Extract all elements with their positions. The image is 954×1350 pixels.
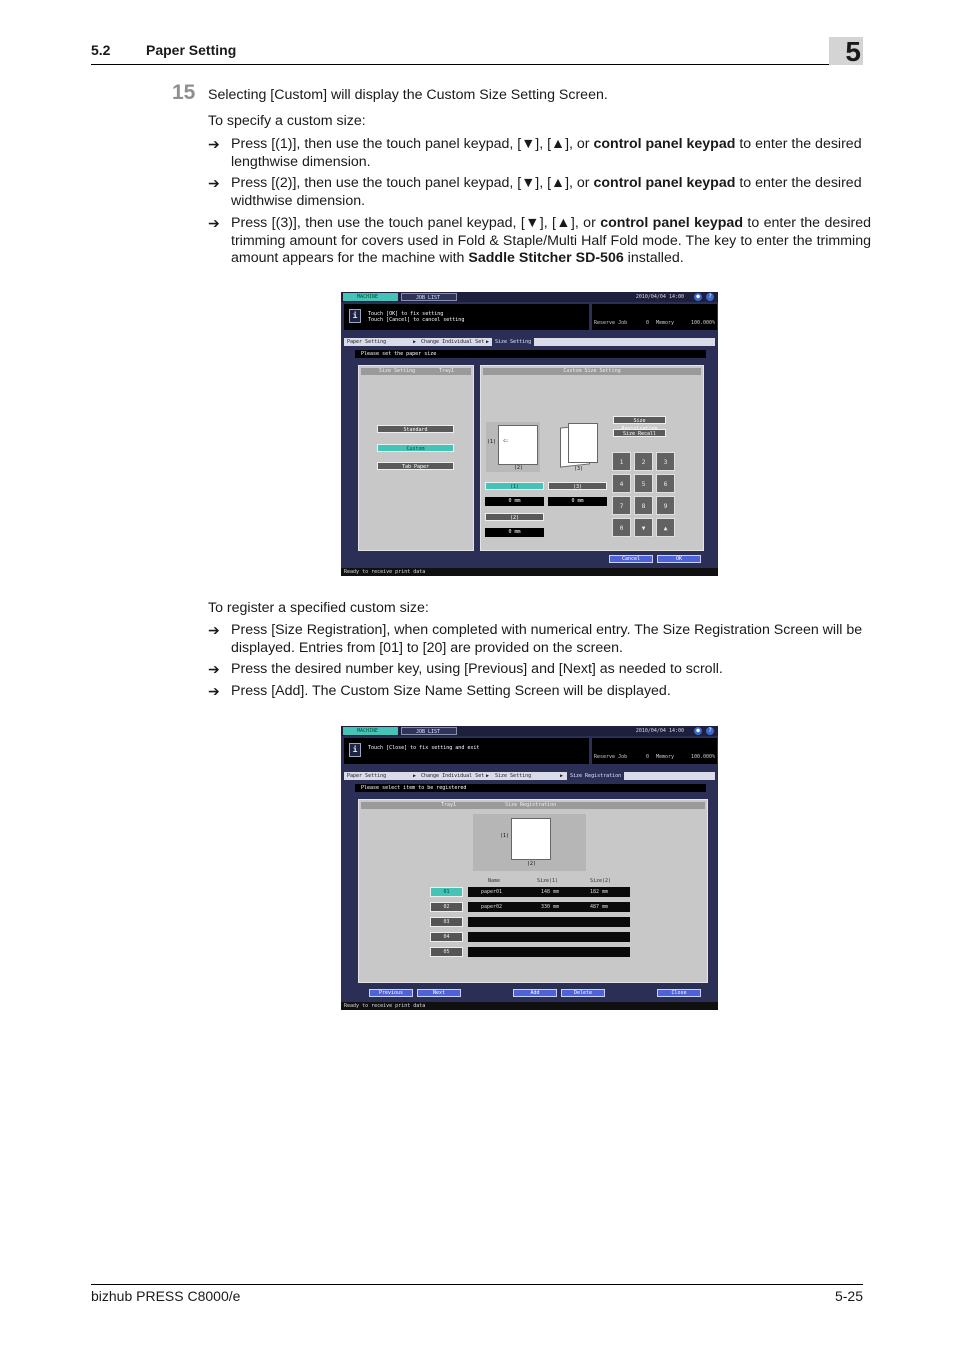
reserve-label: Reserve Job <box>594 320 628 326</box>
table-row <box>468 887 630 897</box>
feed-arrow-icon: ⇐ <box>503 436 509 446</box>
memory-value: 100.000% <box>691 754 716 760</box>
bullet-text: Press [(3)], then use the touch panel keypad, [▼], [▲], or <box>231 215 601 231</box>
column-size-1: Size(1) <box>537 878 559 884</box>
key-9[interactable]: 9 <box>656 496 675 515</box>
key-2[interactable]: 2 <box>634 452 653 471</box>
dimension-1-button[interactable]: (1) <box>485 482 544 490</box>
crumb-size-registration: Size Registration <box>567 772 624 780</box>
add-button[interactable]: Add <box>513 989 557 997</box>
table-row <box>468 932 630 942</box>
entry-button-05[interactable]: 05 <box>430 947 463 957</box>
row-name: paper01 <box>481 889 503 895</box>
dimension-1-field: 0 mm <box>485 497 544 506</box>
crumb-arrow-icon: ▶ <box>413 339 417 345</box>
datetime: 2010/04/04 14:00 <box>635 728 684 734</box>
size-diagram <box>486 422 540 472</box>
table-row <box>468 947 630 957</box>
crumb-arrow-icon: ▶ <box>486 339 490 345</box>
panel-header <box>361 802 705 809</box>
size-setting-panel <box>358 365 474 551</box>
crumb-arrow-icon: ▶ <box>413 773 417 779</box>
bullet-bold: Saddle Stitcher SD-506 <box>468 250 624 267</box>
register-intro: To register a specified custom size: <box>208 600 429 616</box>
dimension-label-2: (2) <box>514 465 524 471</box>
guide-message: Please select item to be registered <box>355 784 706 792</box>
key-8[interactable]: 8 <box>634 496 653 515</box>
crumb-arrow-icon: ▶ <box>560 773 564 779</box>
message-line-1: Touch [Close] to fix setting and exit <box>368 745 480 751</box>
message-line-1: Touch [OK] to fix setting <box>368 311 444 317</box>
memory-label: Memory <box>656 320 675 326</box>
dimension-label-2: (2) <box>527 861 537 867</box>
status-box <box>592 738 717 764</box>
arrow-icon: ➔ <box>208 136 220 152</box>
step-number: 15 <box>172 81 196 104</box>
tab-machine[interactable]: MACHINE <box>343 293 398 301</box>
crumb-paper-setting[interactable]: Paper Setting <box>347 773 387 779</box>
crumb-size-setting: Size Setting <box>492 338 534 346</box>
header-rule <box>91 64 863 65</box>
datetime: 2010/04/04 14:00 <box>635 294 684 300</box>
key-7[interactable]: 7 <box>612 496 631 515</box>
bullet-text: Press [(2)], then use the touch panel keypad, [▼], [▲], or <box>231 175 594 191</box>
column-size-2: Size(2) <box>590 878 612 884</box>
tab-job-list[interactable]: JOB LIST <box>401 293 457 301</box>
entry-button-03[interactable]: 03 <box>430 917 463 927</box>
key-6[interactable]: 6 <box>656 474 675 493</box>
custom-panel-header: Custom Size Setting <box>483 368 701 375</box>
dimension-2-button[interactable]: (2) <box>485 513 544 521</box>
breadcrumb <box>344 772 715 780</box>
guidance-icon[interactable]: ● <box>694 727 702 735</box>
arrow-icon: ➔ <box>208 175 220 191</box>
specify-intro: To specify a custom size: <box>208 113 366 129</box>
register-bullet-3: Press [Add]. The Custom Size Name Setting Screen will be displayed. <box>231 683 671 699</box>
register-bullet-2: Press the desired number key, using [Previous] and [Next] as needed to scroll. <box>231 661 723 677</box>
arrow-icon: ➔ <box>208 622 220 638</box>
delete-button[interactable]: Delete <box>561 989 605 997</box>
size-diagram <box>473 814 586 871</box>
bullet-text: to enter the desired trimming amount for covers used in Fold & Staple/Multi Half Fold mode. The key to enter the trimming amount appears for the machine with <box>231 215 871 267</box>
tab-paper-button[interactable]: Tab Paper <box>377 462 454 470</box>
booklet-page-icon <box>568 423 598 463</box>
table-row <box>468 917 630 927</box>
panel-header-tray: Tray1 <box>441 802 457 808</box>
row-size-1: 330 mm <box>541 904 560 910</box>
custom-button[interactable]: Custom <box>377 444 454 452</box>
reserve-value: 0 <box>646 754 650 760</box>
message-line-2: Touch [Cancel] to cancel setting <box>368 317 465 323</box>
message-box <box>344 304 589 330</box>
memory-value: 100.000% <box>691 320 716 326</box>
column-name: Name <box>488 878 501 884</box>
custom-size-screenshot <box>341 292 718 576</box>
bullet-bold: control panel keypad <box>593 175 736 191</box>
row-name: paper02 <box>481 904 503 910</box>
crumb-change-individual[interactable]: Change Individual Set <box>421 773 485 779</box>
table-row <box>468 902 630 912</box>
step-text: Selecting [Custom] will display the Custom Size Setting Screen. <box>208 87 608 103</box>
specify-bullet-2 <box>231 175 871 210</box>
custom-size-panel <box>480 365 704 551</box>
guide-message: Please set the paper size <box>355 350 706 358</box>
row-size-2: 487 mm <box>590 904 609 910</box>
size-registration-button[interactable]: Size <box>613 416 666 424</box>
status-bar: Ready to receive print data <box>341 568 718 576</box>
specify-bullet-1 <box>231 136 871 171</box>
key-1[interactable]: 1 <box>612 452 631 471</box>
section-number: 5.2 <box>91 42 111 58</box>
guidance-icon[interactable]: ● <box>694 293 702 301</box>
footer-rule <box>91 1284 863 1285</box>
paper-sheet-icon <box>511 818 551 860</box>
key-0[interactable]: 0 <box>612 518 631 537</box>
size-recall-button[interactable]: Size Recall <box>613 429 666 437</box>
bullet-text: to enter the desired widthwise dimension. <box>231 175 862 209</box>
panel-header-label: Size Registration <box>505 802 557 808</box>
key-4[interactable]: 4 <box>612 474 631 493</box>
dimension-label-3: (3) <box>574 466 584 472</box>
arrow-icon: ➔ <box>208 661 220 677</box>
dimension-2-field: 0 mm <box>485 528 544 537</box>
crumb-change-individual[interactable]: Change Individual Set <box>421 339 485 345</box>
previous-button[interactable]: Previous <box>369 989 413 997</box>
info-icon: i <box>349 309 361 323</box>
close-button[interactable]: Close <box>657 989 701 997</box>
arrow-icon: ➔ <box>208 215 220 231</box>
crumb-paper-setting[interactable]: Paper Setting <box>347 339 387 345</box>
help-icon[interactable]: ? <box>706 293 714 301</box>
tab-job-list[interactable]: JOB LIST <box>401 727 457 735</box>
size-registration-panel <box>358 799 708 983</box>
bullet-bold: control panel keypad <box>600 215 743 231</box>
message-box <box>344 738 589 764</box>
tab-machine[interactable]: MACHINE <box>343 727 398 735</box>
entry-button-02[interactable]: 02 <box>430 902 463 912</box>
key-down-icon[interactable]: ▼ <box>634 518 653 537</box>
panel-header-tray: Tray1 <box>439 368 455 374</box>
next-button[interactable]: Next <box>417 989 461 997</box>
cancel-button[interactable]: Cancel <box>609 555 653 563</box>
crumb-size-setting[interactable]: Size Setting <box>495 773 532 779</box>
ok-button[interactable]: OK <box>657 555 701 563</box>
memory-label: Memory <box>656 754 675 760</box>
entry-button-04[interactable]: 04 <box>430 932 463 942</box>
chapter-number: 5 <box>829 37 863 65</box>
dimension-label-1: (1) <box>487 439 497 445</box>
standard-button[interactable]: Standard <box>377 425 454 433</box>
breadcrumb <box>344 338 715 346</box>
row-size-1: 148 mm <box>541 889 560 895</box>
bullet-bold: control panel keypad <box>593 136 736 152</box>
bullet-text: to enter the desired lengthwise dimension. <box>231 136 862 170</box>
size-registration-screenshot <box>341 726 718 1010</box>
key-5[interactable]: 5 <box>634 474 653 493</box>
help-icon[interactable]: ? <box>706 727 714 735</box>
footer-page-number: 5-25 <box>834 1288 863 1304</box>
section-title: Paper Setting <box>146 42 237 58</box>
reserve-value: 0 <box>646 320 650 326</box>
booklet-diagram <box>556 422 602 472</box>
bullet-text: Press [(1)], then use the touch panel keypad, [▼], [▲], or <box>231 136 594 152</box>
panel-header <box>361 368 471 375</box>
row-size-2: 182 mm <box>590 889 609 895</box>
dimension-3-button[interactable]: (3) <box>548 482 607 490</box>
crumb-arrow-icon: ▶ <box>486 773 490 779</box>
status-box <box>592 304 717 330</box>
entry-button-01[interactable]: 01 <box>430 887 463 897</box>
info-icon: i <box>349 743 361 757</box>
register-bullet-1: Press [Size Registration], when completed with numerical entry. The Size Registration Screen will be displayed. Entries from [01] to [20] are provided on the screen. <box>231 622 863 656</box>
key-3[interactable]: 3 <box>656 452 675 471</box>
bullet-text: installed. <box>623 250 684 267</box>
status-bar: Ready to receive print data <box>341 1002 718 1010</box>
footer-product: bizhub PRESS C8000/e <box>91 1288 241 1304</box>
panel-header-label: Size Setting <box>379 368 416 374</box>
arrow-icon: ➔ <box>208 683 220 699</box>
dimension-3-field: 0 mm <box>548 497 607 506</box>
specify-bullet-3 <box>231 215 871 268</box>
key-up-icon[interactable]: ▲ <box>656 518 675 537</box>
reserve-label: Reserve Job <box>594 754 628 760</box>
dimension-label-1: (1) <box>500 833 510 839</box>
